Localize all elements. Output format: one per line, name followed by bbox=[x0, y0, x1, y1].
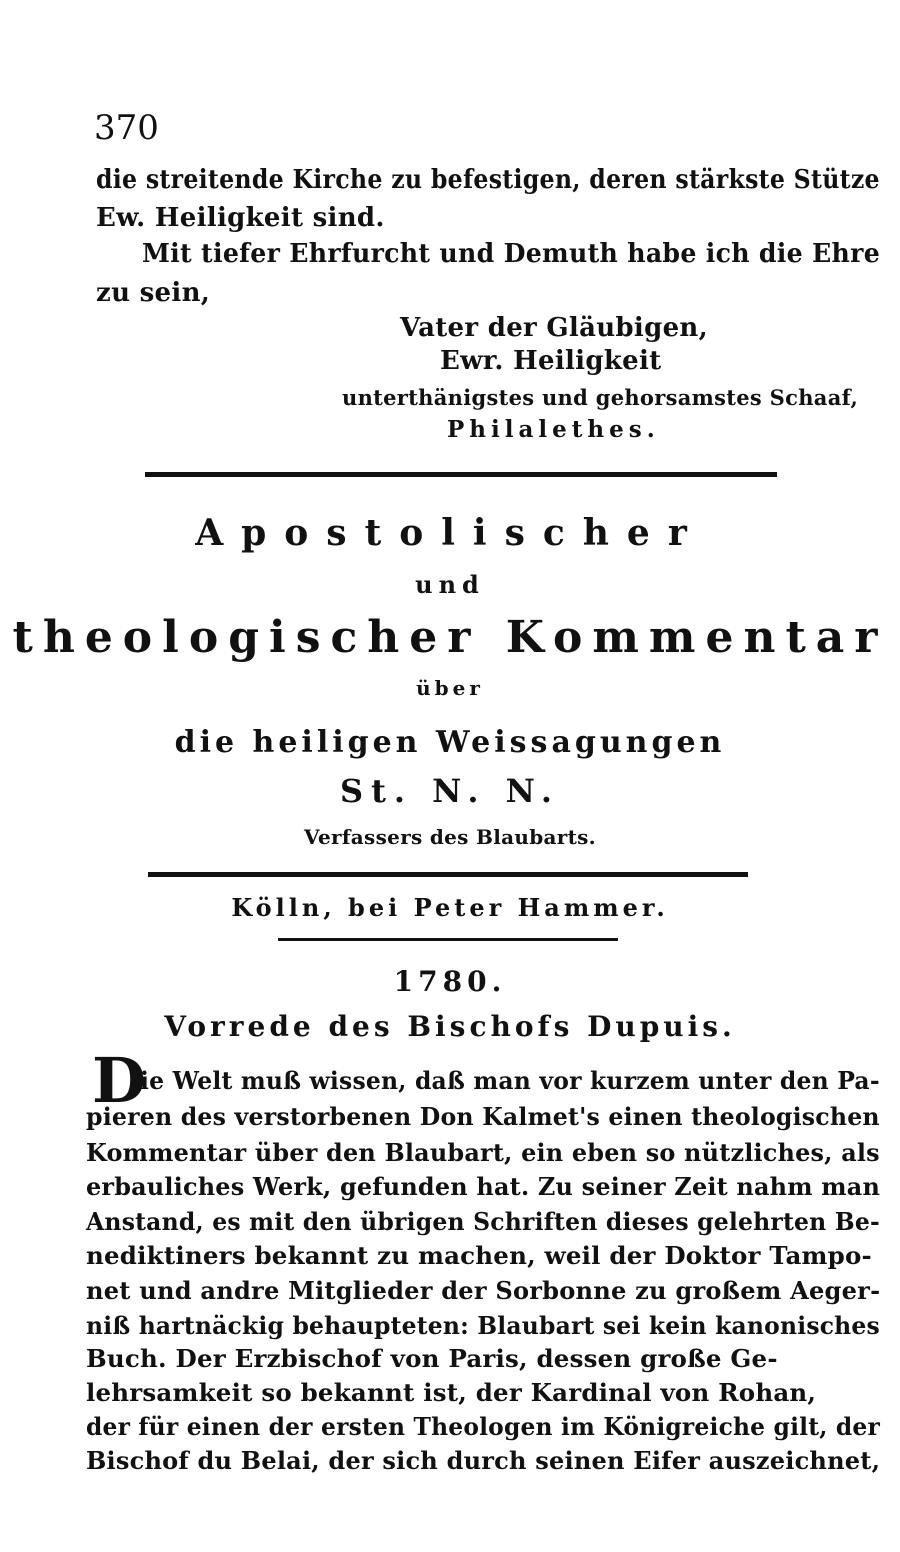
title-line: über bbox=[416, 676, 484, 700]
preface-line: pieren des verstorbenen Don Kalmet's einen theologischen bbox=[86, 1102, 880, 1131]
title-line: und bbox=[415, 570, 485, 599]
title-line: St. N. N. bbox=[340, 772, 560, 810]
text-line: Ew. Heiligkeit sind. bbox=[96, 203, 385, 233]
preface-line: lehrsamkeit so bekannt ist, der Kardinal von Rohan, bbox=[86, 1378, 817, 1407]
preface-title: Vorrede des Bischofs Dupuis. bbox=[164, 1010, 736, 1043]
closing-line: unterthänigstes und gehorsamstes Schaaf, bbox=[342, 385, 859, 410]
preface-line: erbauliches Werk, gefunden hat. Zu seiner Zeit nahm man bbox=[86, 1172, 881, 1201]
drop-cap: D bbox=[92, 1044, 146, 1117]
closing-line: Ewr. Heiligkeit bbox=[440, 346, 662, 376]
title-main: theologischer Kommentar bbox=[12, 612, 888, 663]
preface-line: ie Welt muß wissen, daß man vor kurzem unter den Pa- bbox=[140, 1066, 880, 1095]
page-number: 370 bbox=[94, 108, 159, 148]
short-rule bbox=[278, 938, 618, 941]
signature: Philalethes. bbox=[447, 416, 660, 443]
imprint: Kölln, bei Peter Hammer. bbox=[231, 893, 669, 922]
thick-rule bbox=[145, 472, 777, 477]
title-line: die heiligen Weissagungen bbox=[174, 725, 726, 760]
preface-line: net und andre Mitglieder der Sorbonne zu großem Aeger- bbox=[86, 1276, 881, 1305]
thick-rule bbox=[148, 872, 748, 877]
text-line: Mit tiefer Ehrfurcht und Demuth habe ich die Ehre bbox=[142, 239, 881, 269]
preface-line: niß hartnäckig behaupteten: Blaubart sei kein kanonisches bbox=[86, 1311, 880, 1340]
title-line: Apostolischer bbox=[195, 512, 705, 554]
preface-line: Buch. Der Erzbischof von Paris, dessen große Ge- bbox=[86, 1344, 778, 1373]
text-line: zu sein, bbox=[96, 278, 211, 308]
closing-line: Vater der Gläubigen, bbox=[400, 313, 708, 343]
text-line: die streitende Kirche zu befestigen, deren stärkste Stütze bbox=[96, 165, 880, 195]
year: 1780. bbox=[393, 965, 507, 998]
preface-line: der für einen der ersten Theologen im Königreiche gilt, der bbox=[86, 1412, 880, 1441]
preface-line: Bischof du Belai, der sich durch seinen Eifer auszeichnet, bbox=[86, 1446, 881, 1475]
title-line: Verfassers des Blaubarts. bbox=[304, 825, 596, 849]
preface-line: Kommentar über den Blaubart, ein eben so nützliches, als bbox=[86, 1138, 880, 1167]
preface-line: Anstand, es mit den übrigen Schriften dieses gelehrten Be- bbox=[86, 1207, 880, 1236]
preface-line: nediktiners bekannt zu machen, weil der Doktor Tampo- bbox=[86, 1241, 872, 1270]
